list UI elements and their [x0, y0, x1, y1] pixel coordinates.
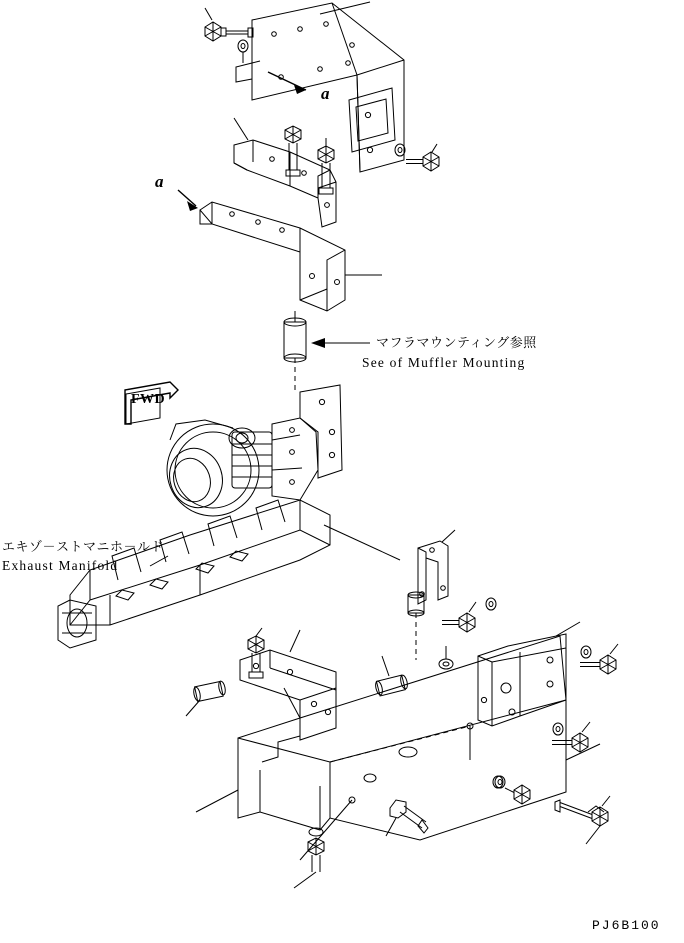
spacer-left-low — [186, 681, 226, 716]
callout-arrow-a-top — [268, 72, 306, 94]
bolt-right-3 — [552, 722, 590, 752]
left-lower-bracket — [240, 630, 336, 740]
bolt-top-left — [205, 8, 253, 41]
fwd-marker-label: FWD — [131, 392, 166, 407]
bolt-bottom-left-angled — [386, 800, 428, 836]
bolt-cover-right — [395, 144, 439, 171]
exhaust-manifold-label-en: Exhaust Manifold — [2, 558, 119, 573]
spacer-mid-right — [408, 592, 424, 616]
washer-top — [238, 40, 248, 63]
upper-heat-shield — [236, 3, 404, 172]
spacer-center-low — [374, 656, 408, 696]
muffler-mount-leader — [311, 338, 370, 348]
bolt-right-4 — [555, 796, 610, 826]
washer-lower-2 — [439, 646, 453, 669]
lower-mounting-bracket — [238, 636, 566, 840]
muffler-mounting-label-jp: マフラマウンティング参照 — [376, 336, 537, 351]
mid-right-small-bracket — [418, 530, 455, 604]
callout-label-a-top: a — [321, 84, 330, 103]
callout-arrow-a-left — [178, 190, 198, 211]
bolt-right-1 — [442, 598, 496, 632]
rubber-mount-cylinder — [284, 311, 306, 362]
callout-label-a-left: a — [155, 172, 164, 191]
exhaust-manifold-label-jp: エキゾ－ストマニホ－ルド — [2, 540, 165, 555]
bolt-right-2 — [580, 644, 618, 674]
right-lower-bracket — [478, 622, 580, 726]
mid-mounting-plate — [200, 202, 382, 311]
drawing-part-number: PJ6B100 — [592, 918, 661, 933]
exhaust-manifold — [58, 500, 330, 648]
muffler-mounting-label-en: See of Muffler Mounting — [362, 355, 526, 370]
turbocharger — [162, 385, 342, 516]
bolt-right-5 — [495, 776, 530, 804]
